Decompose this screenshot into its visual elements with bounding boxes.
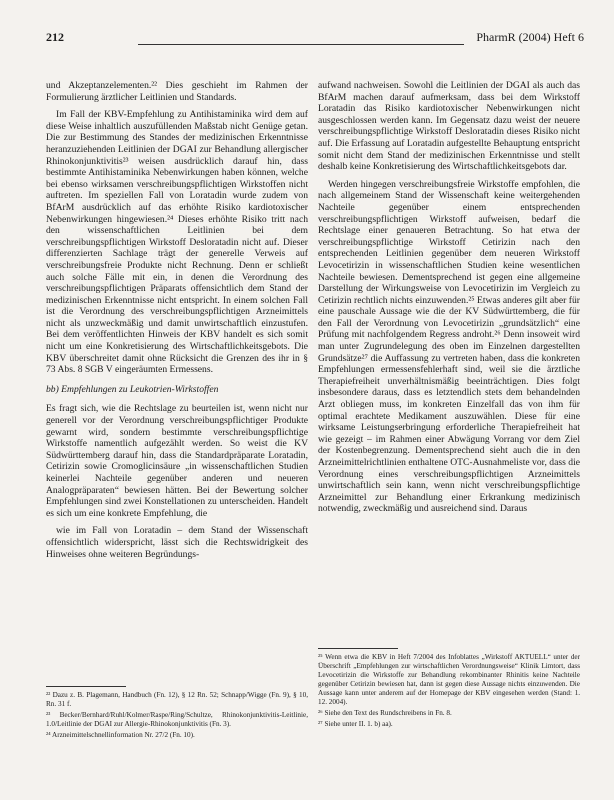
right-paragraph: aufwand nachweisen. Sowohl die Leitlinien der DGAI als auch das BfArM machen darauf aufmerksam, dass bei dem Wirkstoff Loratadin das Risiko kardiotoxischer Nebenwirkungen nicht ausgeschlossen werden kann. Im Gegensatz dazu weist der neuere verschreibungspflichtige Wirkstoff Desloratadin dieses Risiko nicht auf. Die Erfassung auf Loratadin aufgestellte Behauptung entspricht somit nicht dem Stand der medizinischen Erkenntnisse und stellt deshalb keine Konkretisierung des Wirtschaftlichkeitsgebots dar. bbox=[318, 80, 580, 173]
page-header bbox=[46, 30, 584, 48]
footnote: ²⁶ Siehe den Text des Rundschreibens in Fn. 8. bbox=[318, 709, 452, 717]
left-paragraph: Es fragt sich, wie die Rechtslage zu beurteilen ist, wenn nicht nur generell vor der Verordnung verschreibungspflichtiger Produkte gewarnt wird, sondern bestimmte verschreibungspflichtige Wirkstoffe namentlich aufgezählt werden. So weist die KV Südwürttemberg darauf hin, dass die Standardpräparate Loratadin, Cetirizin sowie Cromoglicinsäure „in wissenschaftlichen Studien keinerlei Nachteile gegenüber anderen und neueren Analogpräparaten“ bewiesen hätten. Bei der Bewertung solcher Empfehlungen sind zwei Konstellationen zu unterscheiden. Handelt es sich um eine konkrete Empfehlung, die bbox=[46, 403, 308, 519]
footnote: ²⁵ Wenn etwa die KBV in Heft 7/2004 des Infoblattes „Wirkstoff AKTUELL“ unter der Überschrift „Empfehlungen zur wirtschaftlichen Verordnungsweise“ Klinik Limtort, dass Levocetirizin die Wirkstoffe zur Behandlung rekombinanter Rhinitis keine Nachteile gegenüber Cetirizin bewiesen hat, dann ist gegen diese Aussage nichts einzuwenden. Die Aussage kann unter anderem auf der Homepage der KBV eingesehen werden (Stand: 1. 12. 2004). bbox=[318, 653, 580, 706]
footnote: ²⁴ Arzneimittelschnellinformation Nr. 27/2 (Fn. 10). bbox=[46, 731, 195, 739]
header-rule bbox=[138, 44, 464, 45]
footnotes-left bbox=[46, 686, 308, 742]
left-column bbox=[46, 80, 308, 566]
journal-reference: PharmR (2004) Heft 6 bbox=[476, 30, 584, 44]
footnote: ²² Dazu z. B. Plagemann, Handbuch (Fn. 12), § 12 Rn. 52; Schnapp/Wigge (Fn. 9), § 10, Rn. 31 f. bbox=[46, 691, 308, 708]
footnotes-right bbox=[318, 648, 580, 731]
left-paragraph: Im Fall der KBV-Empfehlung zu Antihistaminika wird dem auf diese Weise inhaltlich auszufüllenden Maßstab nicht Genüge getan. Die zur Bestimmung des Standes der medizinischen Erkenntnisse heranzuziehenden Leitlinien der DGAI zur Behandlung allergischer Rhinokonjunktivitis²³ weisen ausdrücklich darauf hin, dass bestimmte Antihistaminika Nebenwirkungen haben können, welche bei ebenso wirksamen verschreibungspflichtigen Wirkstoffen nicht auftreten. Im speziellen Fall von Loratadin wurde zudem von BfArM ausdrücklich auf das erhöhte Risiko kardiotoxischer Nebenwirkungen hingewiesen.²⁴ Dieses erhöhte Risiko tritt nach den wissenschaftlichen Leitlinien bei dem verschreibungspflichtigen Wirkstoff Desloratadin nicht auf. Dieser differenzierten Sachlage trägt der generelle Verweis auf verschreibungsfreie Produkte nicht Rechnung. Denn er schließt auch solche Fälle mit ein, in denen die Verordnung des verschreibungspflichtigen Präparats offensichtlich dem Stand der medizinischen Erkenntnisse nicht entspricht. In einem solchen Fall ist die Verordnung des verschreibungspflichtigen Arzneimittels nicht als unzweckmäßig und damit unwirtschaftlich einzustufen. Bei dem veröffentlichten Hinweis der KBV handelt es sich somit nicht um eine Konkretisierung des Wirtschaftlichkeitsgebots. Die KBV überschreitet damit ohne Rücksicht die Grenzen des ihr in § 73 Abs. 8 SGB V eingeräumten Ermessens. bbox=[46, 109, 308, 376]
section-subheading: bb) Empfehlungen zu Leukotrien-Wirkstoffen bbox=[46, 383, 219, 395]
right-column bbox=[318, 80, 580, 521]
footnote-rule bbox=[46, 686, 126, 687]
right-paragraph: Werden hingegen verschreibungsfreie Wirkstoffe empfohlen, die nach allgemeinem Stand der Wissenschaft keine weitergehenden Nachteile gegenüber einem entsprechenden verschreibungspflichtigen Wirkstoff aufweisen, bedarf die Rechtslage einer genaueren Betrachtung. So hat etwa der verschreibungspflichtige Wirkstoff Cetirizin nach den entsprechenden Leitlinien gegenüber dem neueren Wirkstoff Levocetirizin in wissenschaftlichen Studien keine wesentlichen Nachteile bewiesen. Dementsprechend ist gegen eine allgemeine Darstellung der Wirkungsweise von Levocetirizin im Vergleich zu Cetirizin rechtlich nichts einzuwenden.²⁵ Etwas anderes gilt aber für eine pauschale Aussage wie die der KV Südwürttemberg, die für den Fall der Verordnung von Levocetirizin „grundsätzlich“ eine Prüfung mit nachfolgendem Regress androht.²⁶ Denn insoweit wird man unter Zugrundelegung des oben im Einzelnen dargestellten Grundsätze²⁷ die Auffassung zu vertreten haben, dass die konkreten Empfehlungen ermessensfehlerhaft sind, weil sie die ärztliche Therapiefreiheit unverhältnismäßig beeinträchtigen. Dies folgt insbesondere daraus, dass es letztendlich stets dem behandelnden Arzt obliegen muss, im konkreten Einzelfall das von ihm für optimal erachtete Medikament auszuwählen. Diese für eine wirksame Leistungserbringung erforderliche Therapiefreiheit hat wie gezeigt – im Rahmen einer Abwägung Vorrang vor dem Ziel der Kostenbegrenzung. Dementsprechend sieht auch die in den Arzneimittelrichtlinien enthaltene OTC-Ausnahmeliste vor, dass die Verordnung eines verschreibungspflichtigen Arzneimittels unwirtschaftlich sein kann, wenn nicht verschreibungspflichtige Arzneimittel zur Behandlung einer Erkrankung medizinisch notwendig, zweckmäßig und ausreichend sind. Daraus bbox=[318, 178, 580, 515]
page-number: 212 bbox=[46, 30, 64, 44]
left-paragraph: und Akzeptanzelementen.²² Dies geschieht im Rahmen der Formulierung ärztlicher Leitlinien und Standards. bbox=[46, 80, 308, 103]
footnote: ²⁷ Siehe unter II. 1. b) aa). bbox=[318, 720, 393, 728]
left-paragraph: wie im Fall von Loratadin – dem Stand der Wissenschaft offensichtlich widerspricht, lässt sich die Rechtswidrigkeit des Hinweises ohne weiteren Begründungs- bbox=[46, 525, 308, 560]
footnote: ²³ Becker/Bernhard/Ruhl/Kolmer/Raspe/Ring/Schultze, Rhinokonjunktivitis-Leitlinie, 1.0/Leitlinie der DGAI zur Allergie-Rhinokonjunktivitis (Fn. 3). bbox=[46, 711, 308, 728]
footnote-rule bbox=[318, 648, 398, 649]
